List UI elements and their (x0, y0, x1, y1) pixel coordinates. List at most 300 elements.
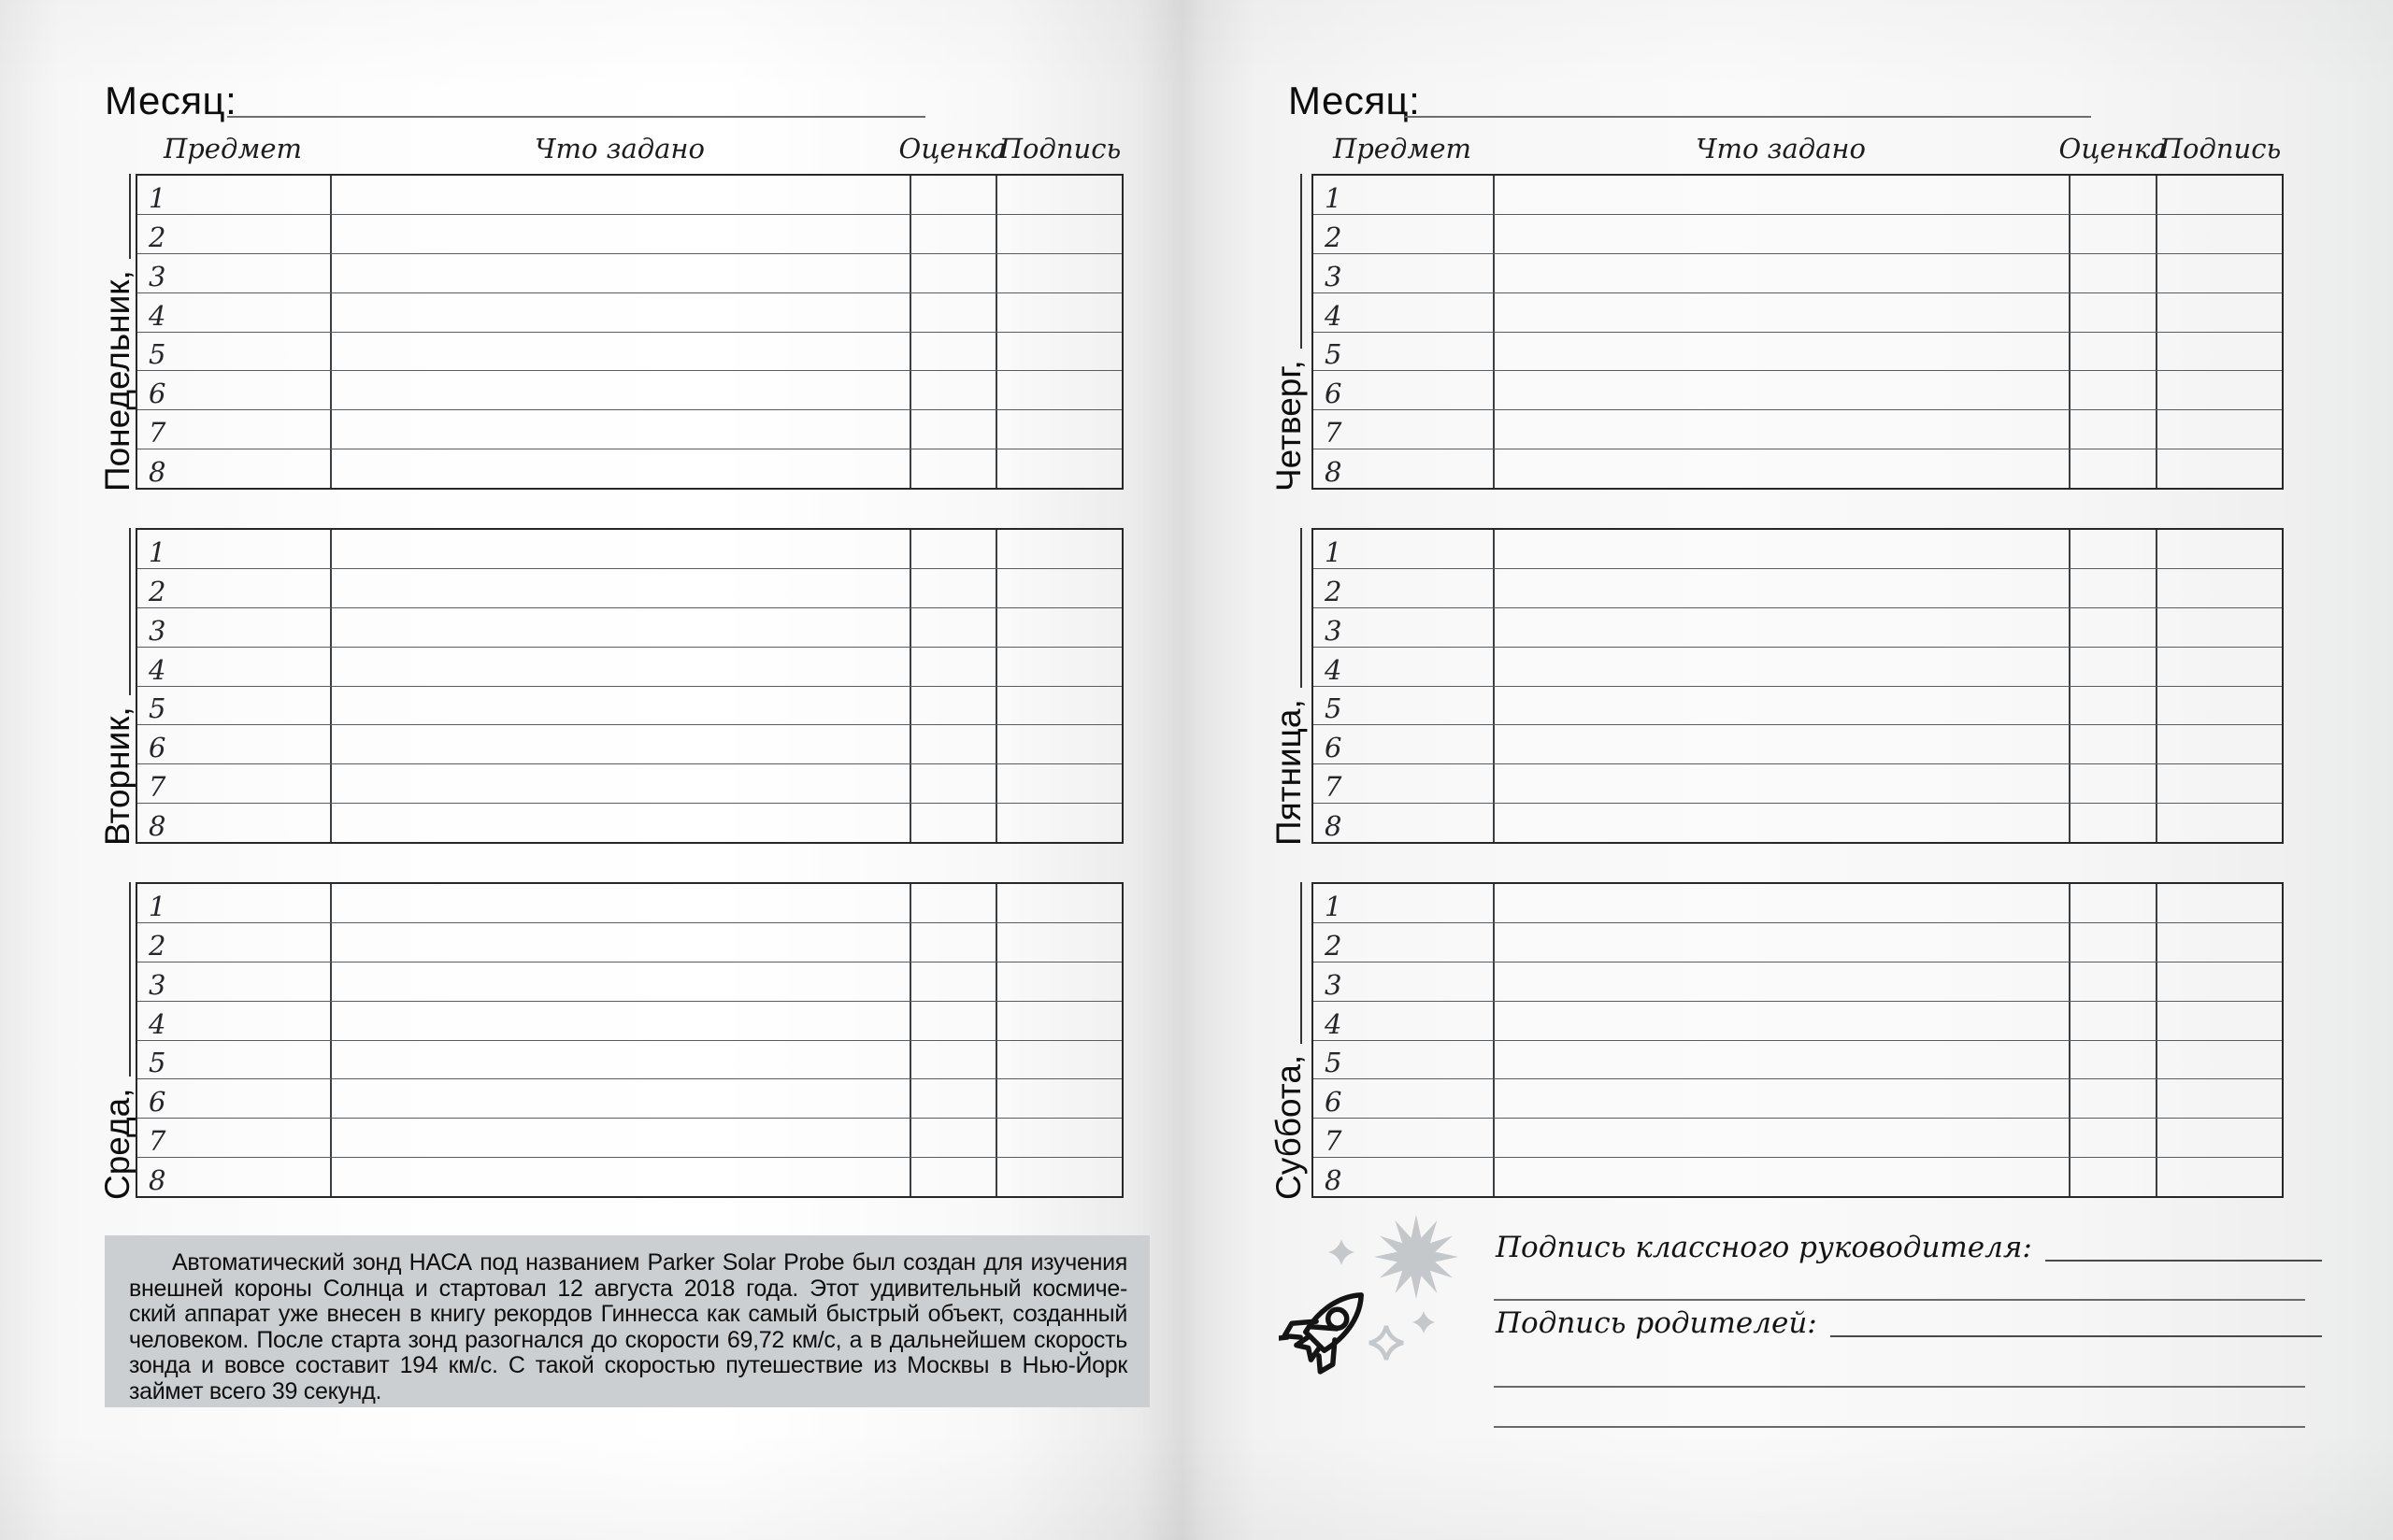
signature-cell (997, 1119, 1122, 1157)
lesson-number: 5 (149, 692, 166, 725)
homework-cell (1495, 293, 2071, 332)
grade-cell (2071, 254, 2157, 292)
lesson-row (137, 371, 1122, 410)
subject-cell (1313, 333, 1495, 371)
date-fill-line (129, 882, 131, 1077)
lesson-row (1313, 1041, 2282, 1080)
homework-cell (1495, 254, 2071, 292)
lesson-number: 3 (149, 614, 166, 647)
lesson-number: 7 (1325, 417, 1342, 449)
homework-cell (332, 804, 911, 842)
lesson-number: 2 (149, 221, 166, 253)
month-label: Месяц: (105, 78, 237, 122)
signature-cell (2157, 569, 2282, 607)
grade-cell (2071, 371, 2157, 409)
subject-cell (1313, 1041, 1495, 1079)
fact-text-line: внешней короны Солнца и стартовал 12 августа 2018 года. Этот удивительный космиче- (129, 1275, 1127, 1302)
lesson-row (1313, 1079, 2282, 1119)
subject-cell (1313, 530, 1495, 568)
subject-cell (1313, 648, 1495, 686)
grade-cell (2071, 608, 2157, 647)
column-header-subject: Предмет (163, 133, 303, 164)
homework-cell (1495, 1002, 2071, 1040)
signature-cell (2157, 725, 2282, 763)
subject-cell (137, 1002, 332, 1040)
signature-cell (2157, 687, 2282, 725)
subject-cell (137, 648, 332, 686)
signature-cell (997, 530, 1122, 568)
lesson-row (1313, 569, 2282, 608)
class-teacher-signature-row (1496, 1227, 2322, 1268)
lesson-number: 6 (149, 1086, 166, 1119)
homework-cell (332, 176, 911, 214)
signature-cell (997, 648, 1122, 686)
signature-cell (2157, 449, 2282, 488)
homework-cell (332, 1119, 911, 1157)
lessons-table-monday (136, 174, 1124, 490)
homework-cell (332, 1079, 911, 1118)
month-label: Месяц: (1288, 78, 1421, 122)
lesson-row (1313, 410, 2282, 449)
signature-cell (997, 569, 1122, 607)
lesson-row (137, 608, 1122, 648)
signature-cell (997, 293, 1122, 332)
homework-cell (1495, 687, 2071, 725)
signature-fill-line (2045, 1260, 2322, 1262)
column-header-signature: Подпись (2158, 133, 2282, 164)
homework-cell (332, 1041, 911, 1079)
subject-cell (1313, 687, 1495, 725)
signature-cell (997, 254, 1122, 292)
subject-cell (1313, 884, 1495, 922)
day-label-monday: Понедельник, (96, 174, 139, 492)
lesson-number: 5 (1325, 1047, 1342, 1079)
grade-cell (2071, 449, 2157, 488)
lesson-row (137, 687, 1122, 726)
lesson-row (1313, 254, 2282, 293)
lesson-row (1313, 333, 2282, 372)
subject-cell (1313, 410, 1495, 449)
lesson-row (137, 725, 1122, 764)
parents-signature-label: Подпись родителей: (1496, 1306, 1817, 1340)
lesson-row (1313, 449, 2282, 488)
signature-cell (997, 449, 1122, 488)
lesson-number: 8 (1325, 456, 1342, 488)
lessons-table-friday (1311, 528, 2284, 844)
lesson-number: 7 (149, 417, 166, 449)
lesson-number: 1 (1325, 181, 1342, 214)
homework-cell (332, 608, 911, 647)
lesson-number: 7 (1325, 771, 1342, 804)
fact-text-line: ский аппарат уже внесен в книгу рекордов Гиннесса как самый быстрый объект, созданный (129, 1301, 1127, 1328)
signature-cell (2157, 293, 2282, 332)
subject-cell (1313, 1002, 1495, 1040)
grade-cell (911, 804, 997, 842)
lesson-row (1313, 176, 2282, 215)
homework-cell (1495, 530, 2071, 568)
grade-cell (911, 884, 997, 922)
lesson-number: 4 (1325, 1007, 1342, 1040)
lesson-row (137, 1041, 1122, 1080)
grade-cell (2071, 333, 2157, 371)
homework-cell (332, 962, 911, 1001)
lesson-row (1313, 1119, 2282, 1158)
subject-cell (1313, 1079, 1495, 1118)
lesson-row (137, 884, 1122, 923)
date-fill-line (1300, 882, 1302, 1044)
starburst-icon (1374, 1215, 1458, 1299)
grade-cell (911, 923, 997, 962)
lesson-number: 4 (1325, 299, 1342, 332)
homework-cell (1495, 1158, 2071, 1196)
homework-cell (1495, 804, 2071, 842)
date-fill-line (1300, 174, 1302, 349)
signature-cell (2157, 962, 2282, 1001)
column-header-subject: Предмет (1332, 133, 1472, 164)
lesson-row (137, 648, 1122, 687)
homework-cell (332, 410, 911, 449)
lesson-number: 6 (1325, 732, 1342, 764)
grade-cell (911, 371, 997, 409)
signature-cell (997, 1002, 1122, 1040)
subject-cell (1313, 293, 1495, 332)
lesson-number: 2 (1325, 929, 1342, 962)
lesson-row (1313, 530, 2282, 569)
homework-cell (332, 215, 911, 253)
lesson-number: 6 (1325, 378, 1342, 410)
fact-text-line: займет всего 39 секунд. (129, 1377, 382, 1405)
homework-cell (332, 254, 911, 292)
homework-cell (332, 569, 911, 607)
lesson-row (1313, 687, 2282, 726)
grade-cell (2071, 1158, 2157, 1196)
signature-cell (997, 1079, 1122, 1118)
subject-cell (1313, 215, 1495, 253)
homework-cell (1495, 1079, 2071, 1118)
lesson-row (1313, 725, 2282, 764)
sparkle-icon (1369, 1326, 1403, 1360)
lesson-number: 3 (1325, 260, 1342, 292)
date-fill-line (129, 528, 131, 695)
grade-cell (2071, 1119, 2157, 1157)
signature-cell (2157, 1119, 2282, 1157)
lesson-row (1313, 215, 2282, 254)
lessons-table-wednesday (136, 882, 1124, 1198)
lesson-number: 5 (149, 338, 166, 371)
month-fill-line (227, 116, 925, 118)
subject-cell (1313, 1158, 1495, 1196)
homework-cell (1495, 764, 2071, 803)
grade-cell (2071, 884, 2157, 922)
lesson-row (1313, 962, 2282, 1002)
day-label-tuesday: Вторник, (96, 528, 139, 846)
lesson-number: 8 (1325, 1164, 1342, 1196)
grade-cell (911, 725, 997, 763)
homework-cell (332, 764, 911, 803)
homework-cell (332, 725, 911, 763)
grade-cell (911, 215, 997, 253)
lesson-row (1313, 1002, 2282, 1041)
subject-cell (137, 1158, 332, 1196)
homework-cell (332, 648, 911, 686)
signature-cell (997, 176, 1122, 214)
lesson-row (137, 215, 1122, 254)
signature-cell (997, 1041, 1122, 1079)
grade-cell (2071, 923, 2157, 962)
signature-rule-line (1494, 1386, 2305, 1388)
signature-cell (2157, 254, 2282, 292)
month-fill-line (1405, 116, 2091, 118)
subject-cell (1313, 764, 1495, 803)
subject-cell (137, 333, 332, 371)
lesson-number: 6 (149, 378, 166, 410)
signature-cell (997, 410, 1122, 449)
grade-cell (911, 333, 997, 371)
lesson-row (1313, 923, 2282, 962)
signature-cell (997, 687, 1122, 725)
day-label-saturday: Суббота, (1268, 882, 1311, 1200)
fact-text-line: зонда и вовсе составит 194 км/с. С такой скоростью путешествие из Москвы в Нью-Йорк (129, 1352, 1127, 1379)
signature-cell (2157, 333, 2282, 371)
lesson-row (137, 333, 1122, 372)
homework-cell (1495, 371, 2071, 409)
date-fill-line (1300, 528, 1302, 688)
subject-cell (1313, 449, 1495, 488)
lesson-number: 4 (149, 653, 166, 686)
grade-cell (911, 176, 997, 214)
lesson-number: 1 (149, 181, 166, 214)
sparkle-icon (1412, 1311, 1435, 1333)
lesson-number: 1 (149, 890, 166, 922)
lesson-number: 3 (1325, 968, 1342, 1001)
signature-cell (2157, 884, 2282, 922)
signature-cell (2157, 648, 2282, 686)
subject-cell (1313, 1119, 1495, 1157)
signature-cell (2157, 1002, 2282, 1040)
lesson-number: 2 (1325, 575, 1342, 607)
lesson-number: 5 (149, 1047, 166, 1079)
rocket-icon (1279, 1273, 1382, 1380)
homework-cell (332, 371, 911, 409)
grade-cell (2071, 530, 2157, 568)
lesson-row (1313, 764, 2282, 804)
grade-cell (911, 1119, 997, 1157)
lesson-row (137, 176, 1122, 215)
grade-cell (911, 449, 997, 488)
day-label-thursday: Четверг, (1268, 174, 1311, 492)
class-teacher-signature-label: Подпись классного руководителя: (1496, 1231, 2032, 1264)
lesson-row (1313, 1158, 2282, 1196)
lesson-row (137, 804, 1122, 842)
grade-cell (911, 254, 997, 292)
lesson-number: 4 (1325, 653, 1342, 686)
grade-cell (2071, 764, 2157, 803)
signature-cell (2157, 923, 2282, 962)
homework-cell (1495, 923, 2071, 962)
grade-cell (911, 1002, 997, 1040)
lesson-number: 4 (149, 1007, 166, 1040)
lesson-number: 3 (149, 968, 166, 1001)
grade-cell (2071, 569, 2157, 607)
grade-cell (2071, 648, 2157, 686)
lesson-number: 8 (149, 456, 166, 488)
grade-cell (2071, 725, 2157, 763)
lesson-number: 8 (1325, 810, 1342, 842)
lessons-table-tuesday (136, 528, 1124, 844)
signature-cell (2157, 176, 2282, 214)
sparkle-icon (1328, 1239, 1354, 1265)
lesson-number: 7 (149, 771, 166, 804)
column-header-homework: Что задано (535, 133, 705, 164)
lesson-number: 7 (1325, 1125, 1342, 1158)
lessons-table-thursday (1311, 174, 2284, 490)
subject-cell (137, 962, 332, 1001)
lesson-number: 2 (149, 575, 166, 607)
lesson-row (137, 1158, 1122, 1196)
subject-cell (137, 215, 332, 253)
lesson-number: 1 (1325, 890, 1342, 922)
signature-cell (997, 1158, 1122, 1196)
homework-cell (332, 1158, 911, 1196)
grade-cell (2071, 687, 2157, 725)
signature-cell (997, 333, 1122, 371)
subject-cell (137, 449, 332, 488)
lesson-row (1313, 371, 2282, 410)
homework-cell (332, 923, 911, 962)
grade-cell (911, 648, 997, 686)
signature-cell (2157, 1079, 2282, 1118)
lesson-row (1313, 884, 2282, 923)
fact-text-line: человеком. После старта зонд разогнался до скорости 69,72 км/с, а в дальнейшем скорость (129, 1326, 1127, 1353)
column-header-grade: Оценка (2058, 133, 2167, 164)
homework-cell (1495, 725, 2071, 763)
grade-cell (911, 962, 997, 1001)
lesson-row (137, 1002, 1122, 1041)
signature-cell (997, 962, 1122, 1001)
subject-cell (137, 1079, 332, 1118)
subject-cell (1313, 254, 1495, 292)
grade-cell (2071, 410, 2157, 449)
subject-cell (137, 254, 332, 292)
grade-cell (911, 608, 997, 647)
subject-cell (1313, 371, 1495, 409)
grade-cell (911, 293, 997, 332)
lessons-table-saturday (1311, 882, 2284, 1198)
lesson-number: 8 (149, 810, 166, 842)
lesson-row (137, 962, 1122, 1002)
grade-cell (911, 410, 997, 449)
lesson-number: 5 (1325, 692, 1342, 725)
subject-cell (1313, 962, 1495, 1001)
homework-cell (332, 293, 911, 332)
homework-cell (1495, 449, 2071, 488)
homework-cell (1495, 215, 2071, 253)
subject-cell (137, 569, 332, 607)
grade-cell (2071, 1041, 2157, 1079)
homework-cell (332, 687, 911, 725)
lesson-number: 3 (1325, 614, 1342, 647)
lesson-number: 2 (1325, 221, 1342, 253)
signature-cell (997, 215, 1122, 253)
lesson-row (1313, 608, 2282, 648)
subject-cell (1313, 923, 1495, 962)
grade-cell (911, 530, 997, 568)
lesson-number: 3 (149, 260, 166, 292)
subject-cell (137, 923, 332, 962)
subject-cell (137, 764, 332, 803)
homework-cell (332, 530, 911, 568)
signature-cell (997, 884, 1122, 922)
column-header-homework: Что задано (1696, 133, 1866, 164)
homework-cell (1495, 884, 2071, 922)
homework-cell (332, 333, 911, 371)
signature-cell (997, 725, 1122, 763)
homework-cell (1495, 648, 2071, 686)
lesson-row (1313, 648, 2282, 687)
homework-cell (1495, 1119, 2071, 1157)
signature-rule-line (1494, 1426, 2305, 1428)
grade-cell (911, 1158, 997, 1196)
column-header-grade: Оценка (898, 133, 1007, 164)
homework-cell (1495, 1041, 2071, 1079)
grade-cell (2071, 215, 2157, 253)
lesson-row (1313, 804, 2282, 842)
signature-cell (997, 371, 1122, 409)
signature-cell (2157, 804, 2282, 842)
subject-cell (137, 293, 332, 332)
lesson-number: 4 (149, 299, 166, 332)
grade-cell (911, 1041, 997, 1079)
grade-cell (2071, 962, 2157, 1001)
grade-cell (2071, 1079, 2157, 1118)
grade-cell (2071, 176, 2157, 214)
subject-cell (137, 371, 332, 409)
lesson-number: 2 (149, 929, 166, 962)
fact-text-line: Автоматический зонд НАСА под названием Parker Solar Probe был создан для изучения (172, 1249, 1127, 1276)
subject-cell (1313, 608, 1495, 647)
signature-cell (997, 804, 1122, 842)
lesson-number: 1 (149, 535, 166, 568)
grade-cell (911, 569, 997, 607)
subject-cell (137, 884, 332, 922)
signature-cell (2157, 410, 2282, 449)
grade-cell (2071, 293, 2157, 332)
subject-cell (1313, 804, 1495, 842)
lesson-row (137, 569, 1122, 608)
homework-cell (1495, 333, 2071, 371)
signature-cell (2157, 371, 2282, 409)
subject-cell (1313, 569, 1495, 607)
signature-cell (997, 923, 1122, 962)
subject-cell (1313, 176, 1495, 214)
homework-cell (1495, 569, 2071, 607)
signature-rule-line (1494, 1299, 2305, 1301)
subject-cell (137, 608, 332, 647)
lesson-number: 6 (1325, 1086, 1342, 1119)
parents-signature-row (1496, 1303, 2322, 1344)
subject-cell (137, 176, 332, 214)
lesson-row (137, 1119, 1122, 1158)
lesson-number: 7 (149, 1125, 166, 1158)
lesson-row (137, 410, 1122, 449)
column-header-signature: Подпись (998, 133, 1122, 164)
homework-cell (1495, 608, 2071, 647)
grade-cell (911, 687, 997, 725)
subject-cell (137, 1041, 332, 1079)
lesson-number: 8 (149, 1164, 166, 1196)
lesson-row (137, 1079, 1122, 1119)
date-fill-line (129, 174, 131, 259)
